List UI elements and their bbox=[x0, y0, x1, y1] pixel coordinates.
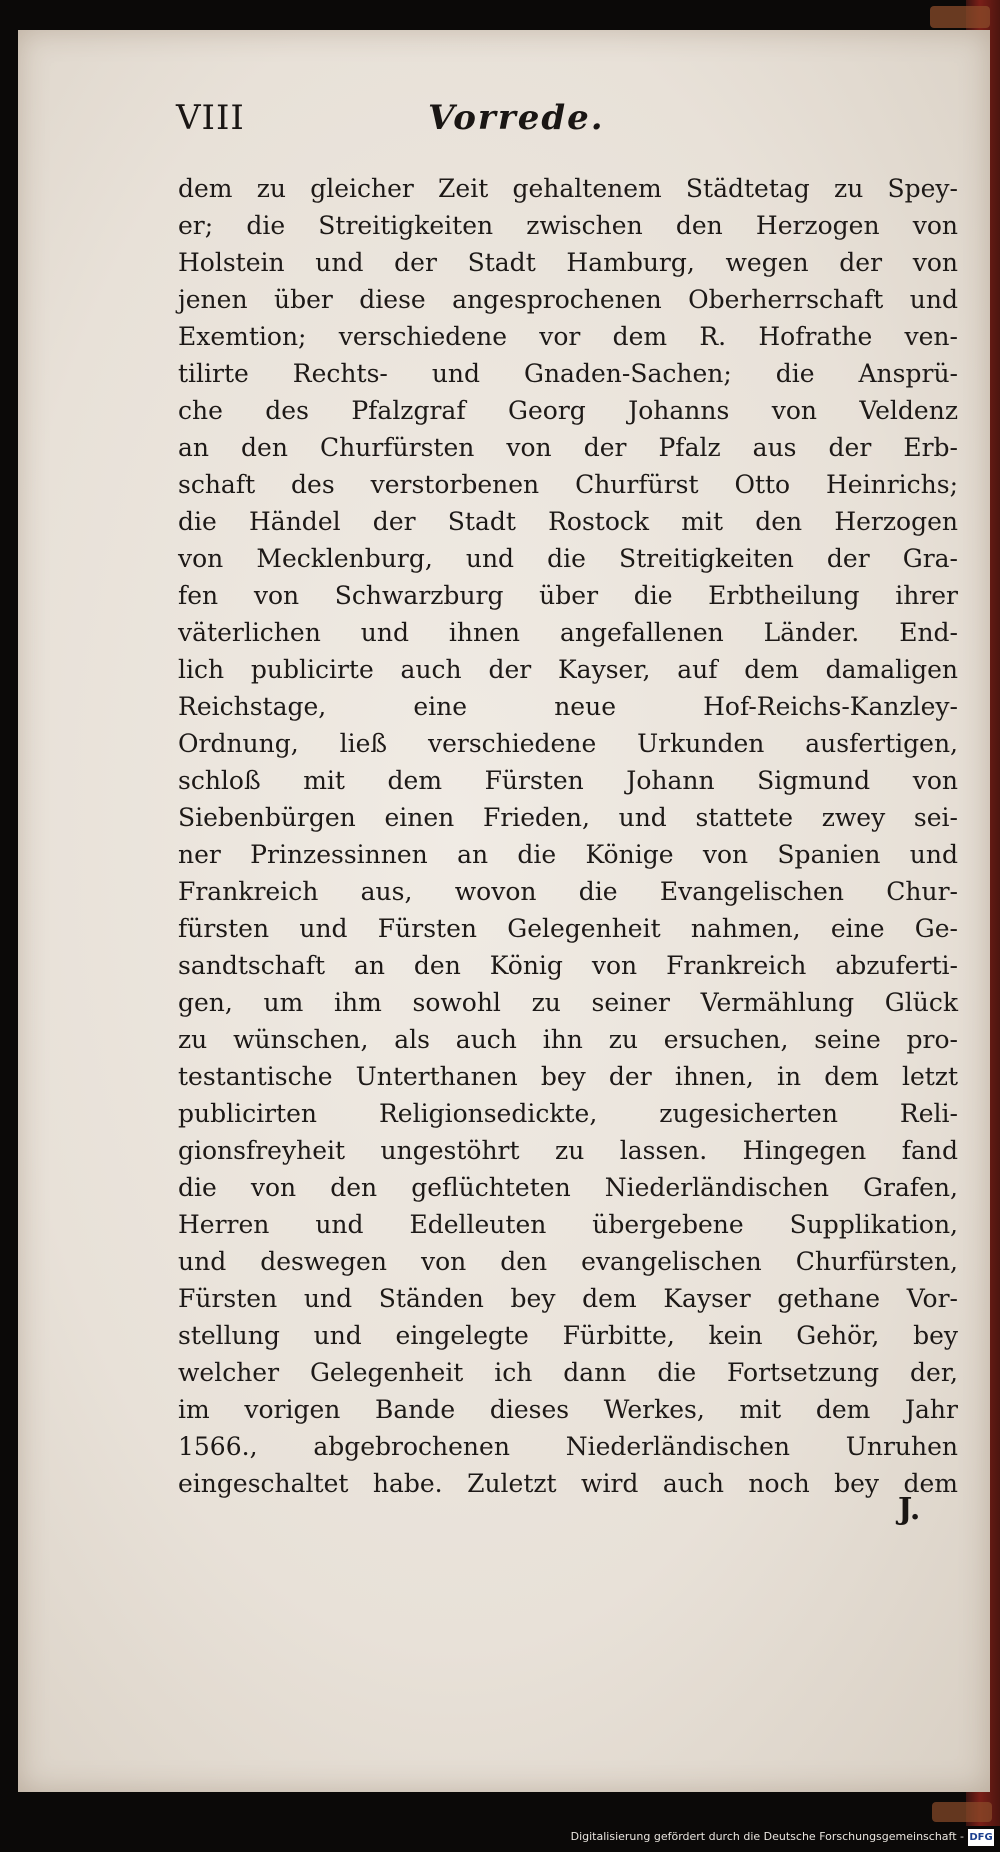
text-line: welcher Gelegenheit ich dann die Fortsetzung der, bbox=[178, 1358, 958, 1387]
text-line: Siebenbürgen einen Frieden, und stattete zwey sei- bbox=[178, 803, 958, 832]
text-line: tilirte Rechts- und Gnaden-Sachen; die Ansprü- bbox=[178, 359, 958, 388]
text-line: sandtschaft an den König von Frankreich abzuferti- bbox=[178, 951, 958, 980]
text-line: che des Pfalzgraf Georg Johanns von Veldenz bbox=[178, 396, 958, 425]
binding-corner-top bbox=[930, 6, 990, 28]
text-line: Exemtion; verschiedene vor dem R. Hofrathe ven- bbox=[178, 322, 958, 351]
digitization-credit: Digitalisierung gefördert durch die Deutsche Forschungsgemeinschaft - bbox=[570, 1830, 964, 1843]
text-line: schloß mit dem Fürsten Johann Sigmund von bbox=[178, 766, 958, 795]
text-line: an den Churfürsten von der Pfalz aus der Erb- bbox=[178, 433, 958, 462]
text-line: gen, um ihm sowohl zu seiner Vermählung Glück bbox=[178, 988, 958, 1017]
text-line: von Mecklenburg, und die Streitigkeiten der Gra- bbox=[178, 544, 958, 573]
text-line: Reichstage, eine neue Hof-Reichs-Kanzley- bbox=[178, 692, 958, 721]
text-line: väterlichen und ihnen angefallenen Länder. End- bbox=[178, 618, 958, 647]
text-line: Herren und Edelleuten übergebene Supplikation, bbox=[178, 1210, 958, 1239]
text-line: publicirten Religionsedickte, zugesicherten Reli- bbox=[178, 1099, 958, 1128]
body-text bbox=[178, 170, 958, 1502]
text-line: stellung und eingelegte Fürbitte, kein Gehör, bey bbox=[178, 1321, 958, 1350]
page-number: VIII bbox=[176, 98, 245, 138]
text-line: zu wünschen, als auch ihn zu ersuchen, seine pro- bbox=[178, 1025, 958, 1054]
text-line: die von den geflüchteten Niederländischen Grafen, bbox=[178, 1173, 958, 1202]
page-header bbox=[148, 98, 848, 158]
text-line: schaft des verstorbenen Churfürst Otto Heinrichs; bbox=[178, 470, 958, 499]
text-line: ner Prinzessinnen an die Könige von Spanien und bbox=[178, 840, 958, 869]
text-line: jenen über diese angesprochenen Oberherrschaft und bbox=[178, 285, 958, 314]
text-line: Ordnung, ließ verschiedene Urkunden ausfertigen, bbox=[178, 729, 958, 758]
text-line: Fürsten und Ständen bey dem Kayser gethane Vor- bbox=[178, 1284, 958, 1313]
text-line: dem zu gleicher Zeit gehaltenem Städtetag zu Spey- bbox=[178, 174, 958, 203]
binding-corner-bottom bbox=[932, 1802, 992, 1822]
text-line: er; die Streitigkeiten zwischen den Herzogen von bbox=[178, 211, 958, 240]
catchword: J. bbox=[898, 1492, 921, 1527]
book-page bbox=[18, 30, 990, 1792]
text-line: und deswegen von den evangelischen Churfürsten, bbox=[178, 1247, 958, 1276]
text-line: fürsten und Fürsten Gelegenheit nahmen, eine Ge- bbox=[178, 914, 958, 943]
dfg-logo: DFG bbox=[968, 1829, 994, 1846]
text-line: Frankreich aus, wovon die Evangelischen Chur- bbox=[178, 877, 958, 906]
text-line: 1566., abgebrochenen Niederländischen Unruhen bbox=[178, 1432, 958, 1461]
footer-strip bbox=[0, 1826, 1000, 1852]
text-line: eingeschaltet habe. Zuletzt wird auch noch bey dem bbox=[178, 1469, 958, 1498]
text-line: fen von Schwarzburg über die Erbtheilung ihrer bbox=[178, 581, 958, 610]
running-title: Vorrede. bbox=[428, 98, 605, 138]
text-line: gionsfreyheit ungestöhrt zu lassen. Hingegen fand bbox=[178, 1136, 958, 1165]
text-line: die Händel der Stadt Rostock mit den Herzogen bbox=[178, 507, 958, 536]
text-line: testantische Unterthanen bey der ihnen, in dem letzt bbox=[178, 1062, 958, 1091]
text-line: im vorigen Bande dieses Werkes, mit dem Jahr bbox=[178, 1395, 958, 1424]
text-line: lich publicirte auch der Kayser, auf dem damaligen bbox=[178, 655, 958, 684]
text-line: Holstein und der Stadt Hamburg, wegen der von bbox=[178, 248, 958, 277]
